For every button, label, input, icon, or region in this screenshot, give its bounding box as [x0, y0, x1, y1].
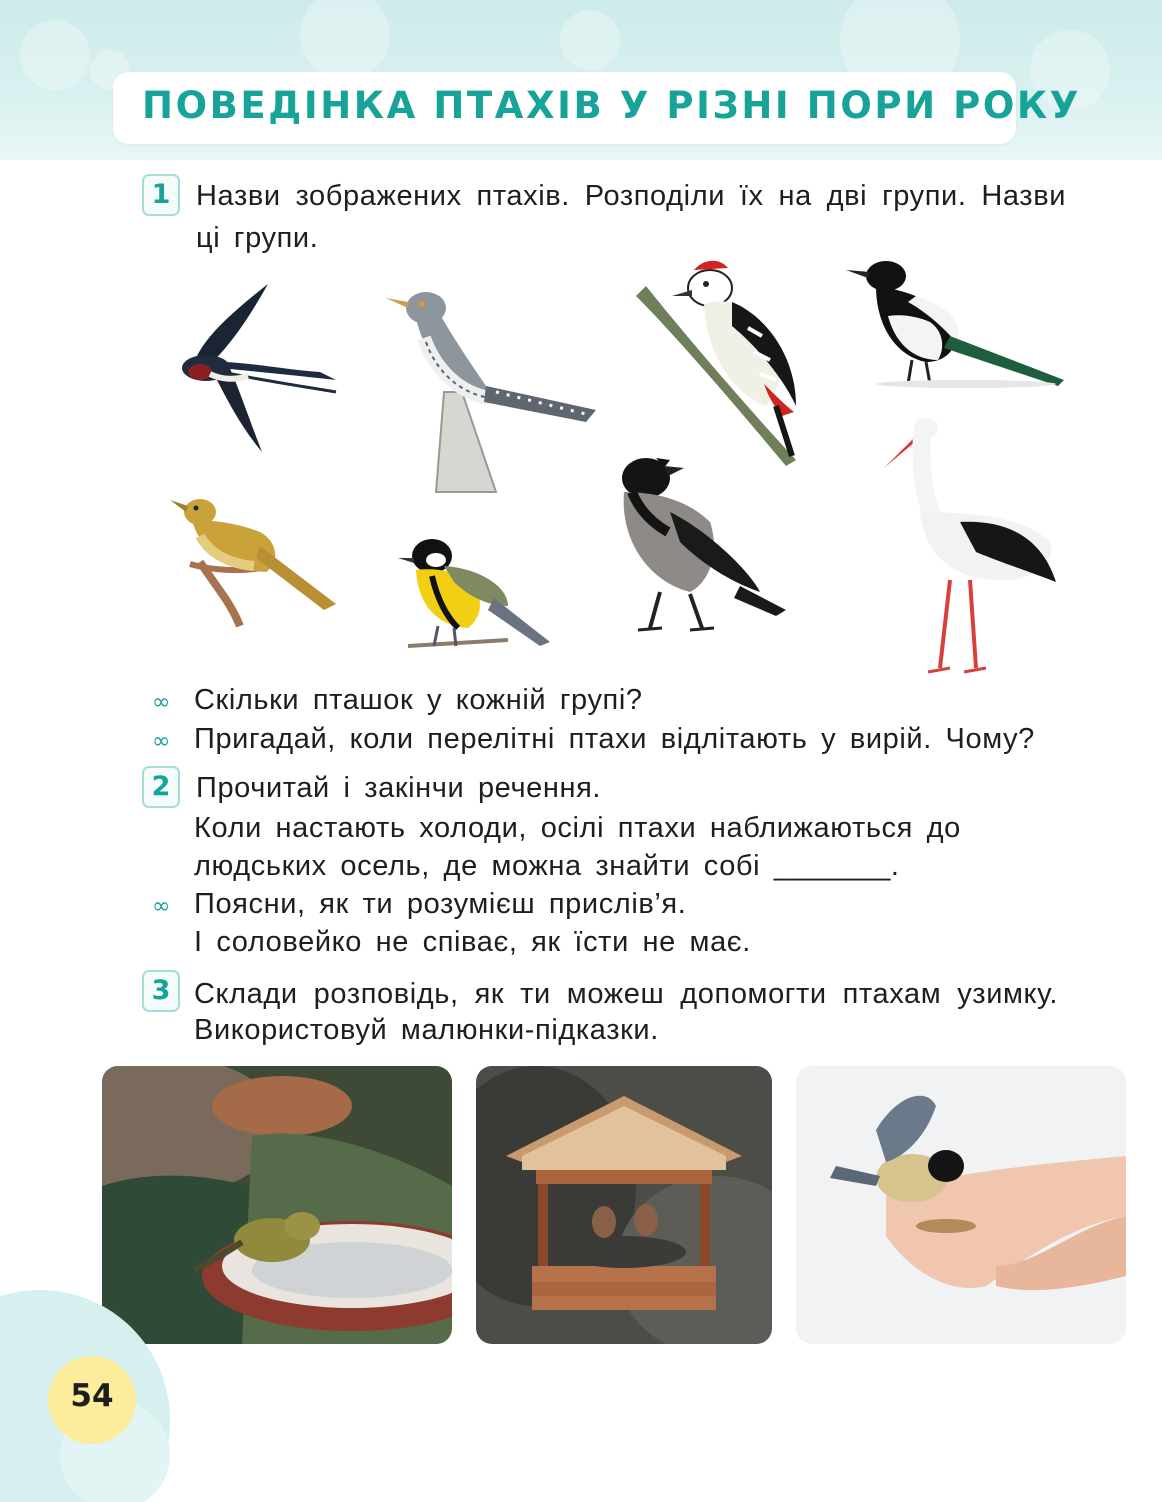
task3-instruction-line2: Використовуй малюнки-підказки. [194, 1014, 659, 1046]
task1-instruction-line2: ці групи. [196, 222, 319, 254]
task-number-2: 2 [142, 766, 180, 808]
infinity-icon: ∞ [152, 690, 171, 715]
task3-instruction-line1: Склади розповідь, як ти можеш допомогти птахам узимку. [194, 978, 1058, 1010]
task2-instruction: Прочитай і закінчи речення. [196, 772, 602, 804]
infinity-icon: ∞ [152, 894, 171, 919]
crow-illustration [610, 452, 790, 634]
task1-instruction-line1: Назви зображених птахів. Розподіли їх на дві групи. Назви [196, 180, 1066, 212]
bird-feeding-dish-photo [102, 1066, 452, 1344]
magpie-illustration [846, 256, 1066, 388]
nightingale-illustration [170, 492, 340, 628]
infinity-icon: ∞ [152, 729, 171, 754]
proverb: І соловейко не співає, як їсти не має. [194, 926, 751, 958]
page-number: 54 [70, 1378, 114, 1414]
great-tit-illustration [398, 536, 552, 654]
task-number-1: 1 [142, 174, 180, 216]
stork-illustration [880, 412, 1060, 676]
task2-question: Поясни, як ти розумієш прислів’я. [194, 888, 687, 920]
swallow-illustration [170, 276, 340, 456]
task-number-3: 3 [142, 970, 180, 1012]
task2-sentence-line1: Коли настають холоди, осілі птахи наближаються до [194, 812, 961, 844]
bird-on-hand-photo [796, 1066, 1126, 1344]
page-title: ПОВЕДІНКА ПТАХІВ У РІЗНІ ПОРИ РОКУ [142, 84, 1081, 127]
bird-feeder-house-photo [476, 1066, 772, 1344]
task2-sentence-line2: людських осель, де можна знайти собі _______. [194, 850, 900, 882]
woodpecker-illustration [636, 256, 814, 466]
task1-question-2: Пригадай, коли перелітні птахи відлітають у вирій. Чому? [194, 723, 1035, 755]
cuckoo-illustration [386, 282, 600, 500]
task1-question-1: Скільки пташок у кожній групі? [194, 684, 643, 716]
